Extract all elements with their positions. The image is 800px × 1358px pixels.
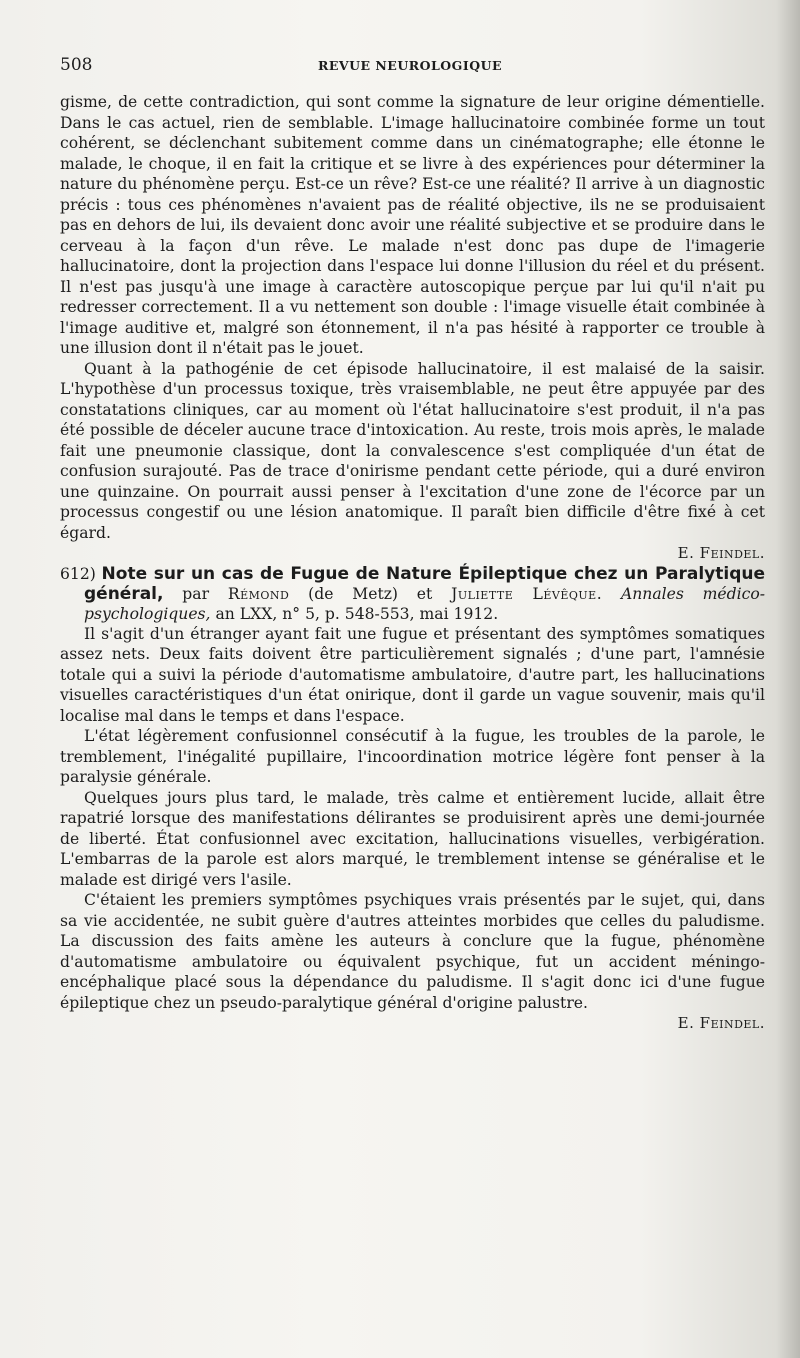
running-title: REVUE NEUROLOGIQUE [317, 58, 503, 73]
article2-author-1-place: (de Metz) et [308, 584, 433, 603]
page-number: 508 [60, 55, 93, 75]
article1-paragraph-2: Quant à la pathogénie de cet épisode hallucinatoire, il est malaisé de la saisir. L'hypothèse d'un processus toxique, très vraisemblable, ne peut être appuyée par des constatations cliniques, car au moment où l'état hallucinatoire s'est produit, il n'a pas été possible de déceler aucune trace d'intoxication. Au reste, trois mois après, le malade fait une pneumonie classique, dont la convalescence s'est compliquée d'un état de confusion surajouté. Pas de trace d'onirisme pendant cette période, qui a duré environ une quinzaine. On pourrait aussi penser à l'excitation d'une zone de l'écorce par un processus congestif ou une lésion anatomique. Il paraît bien difficile d'être fixé à cet égard. [60, 359, 765, 542]
article1-signature: E. Feindel. [677, 544, 765, 562]
article2-number: 612) [60, 564, 96, 583]
article2-paragraph-4: C'étaient les premiers symptômes psychiques vrais présentés par le sujet, qui, dans sa vie accidentée, ne subit guère d'autres atteintes morbides que celles du paludisme. La discussion des faits amène les auteurs à conclure que la fugue, phénomène d'automatisme ambulatoire ou équivalent psychique, fut un accident méningo-encéphalique placé sous la dépendance du paludisme. Il s'agit donc ici d'une fugue épileptique chez un pseudo-paralytique général d'origine palustre. [60, 891, 765, 1012]
page-body [60, 92, 765, 1034]
article2-signature: E. Feindel. [677, 1014, 765, 1032]
article2-author-1: Rémond [227, 584, 290, 603]
article2-paragraph-2: L'état légèrement confusionnel consécutif à la fugue, les troubles de la parole, le tremblement, l'inégalité pupillaire, l'incoordination motrice légère font penser à la paralysie générale. [60, 727, 765, 786]
article2-journal: Annales médico-psychologiques, [84, 584, 766, 623]
article1-paragraph-1: gisme, de cette contradiction, qui sont comme la signature de leur origine démentielle. Dans le cas actuel, rien de semblable. L'image hallucinatoire combinée forme un tout cohérent, se déclenchant subitement comme dans un cinématographe; elle étonne le malade, le choque, il en fait la critique et se livre à des expériences pour déterminer la nature du phénomène perçu. Est-ce un rêve? Est-ce une réalité? Il arrive à un diagnostic précis : tous ces phénomènes n'avaient pas de réalité objective, ils ne se produisaient pas en dehors de lui, ils devaient donc avoir une réalité subjective et se produire dans le cerveau à la façon d'un rêve. Le malade n'est donc pas dupe de l'imagerie hallucinatoire, dont la projection dans l'espace lui donne l'illusion du réel et du présent. Il n'est pas jusqu'à une image à caractère autoscopique perçue par lui qu'il n'ait pu redresser correctement. Il a vu nettement son double : l'image visuelle était combinée à l'image auditive et, malgré son étonnement, il n'a pas hésité à rapporter ce trouble à une illusion dont il n'était pas le jouet. [60, 93, 765, 357]
article2-title: Note sur un cas de Fugue de Nature Épileptique chez un Paralytique général, [84, 563, 765, 604]
article2-paragraph-3: Quelques jours plus tard, le malade, très calme et entièrement lucide, allait être rapatrié lorsque des manifestations délirantes se produisirent après une demi-journée de liberté. État confusionnel avec excitation, hallucinations visuelles, verbigération. L'embarras de la parole est alors marqué, le tremblement intense se généralise et le malade est dirigé vers l'asile. [60, 788, 765, 889]
article2-author-2: Juliette Lévêque. [451, 584, 603, 603]
article2-by: par [182, 584, 210, 603]
article2-heading [60, 564, 765, 624]
page-header [60, 55, 760, 81]
article2-paragraph-1: Il s'agit d'un étranger ayant fait une fugue et présentant des symptômes somatiques assez nets. Deux faits doivent être particulièrement signalés ; d'une part, l'amnésie totale qui a suivi la période d'automatisme ambulatoire, d'autre part, les hallucinations visuelles caractéristiques d'un état onirique, dont il garde un vague souvenir, mais qu'il localise mal dans le temps et dans l'espace. [60, 624, 765, 725]
article2-citation: an LXX, n° 5, p. 548-553, mai 1912. [215, 604, 499, 623]
